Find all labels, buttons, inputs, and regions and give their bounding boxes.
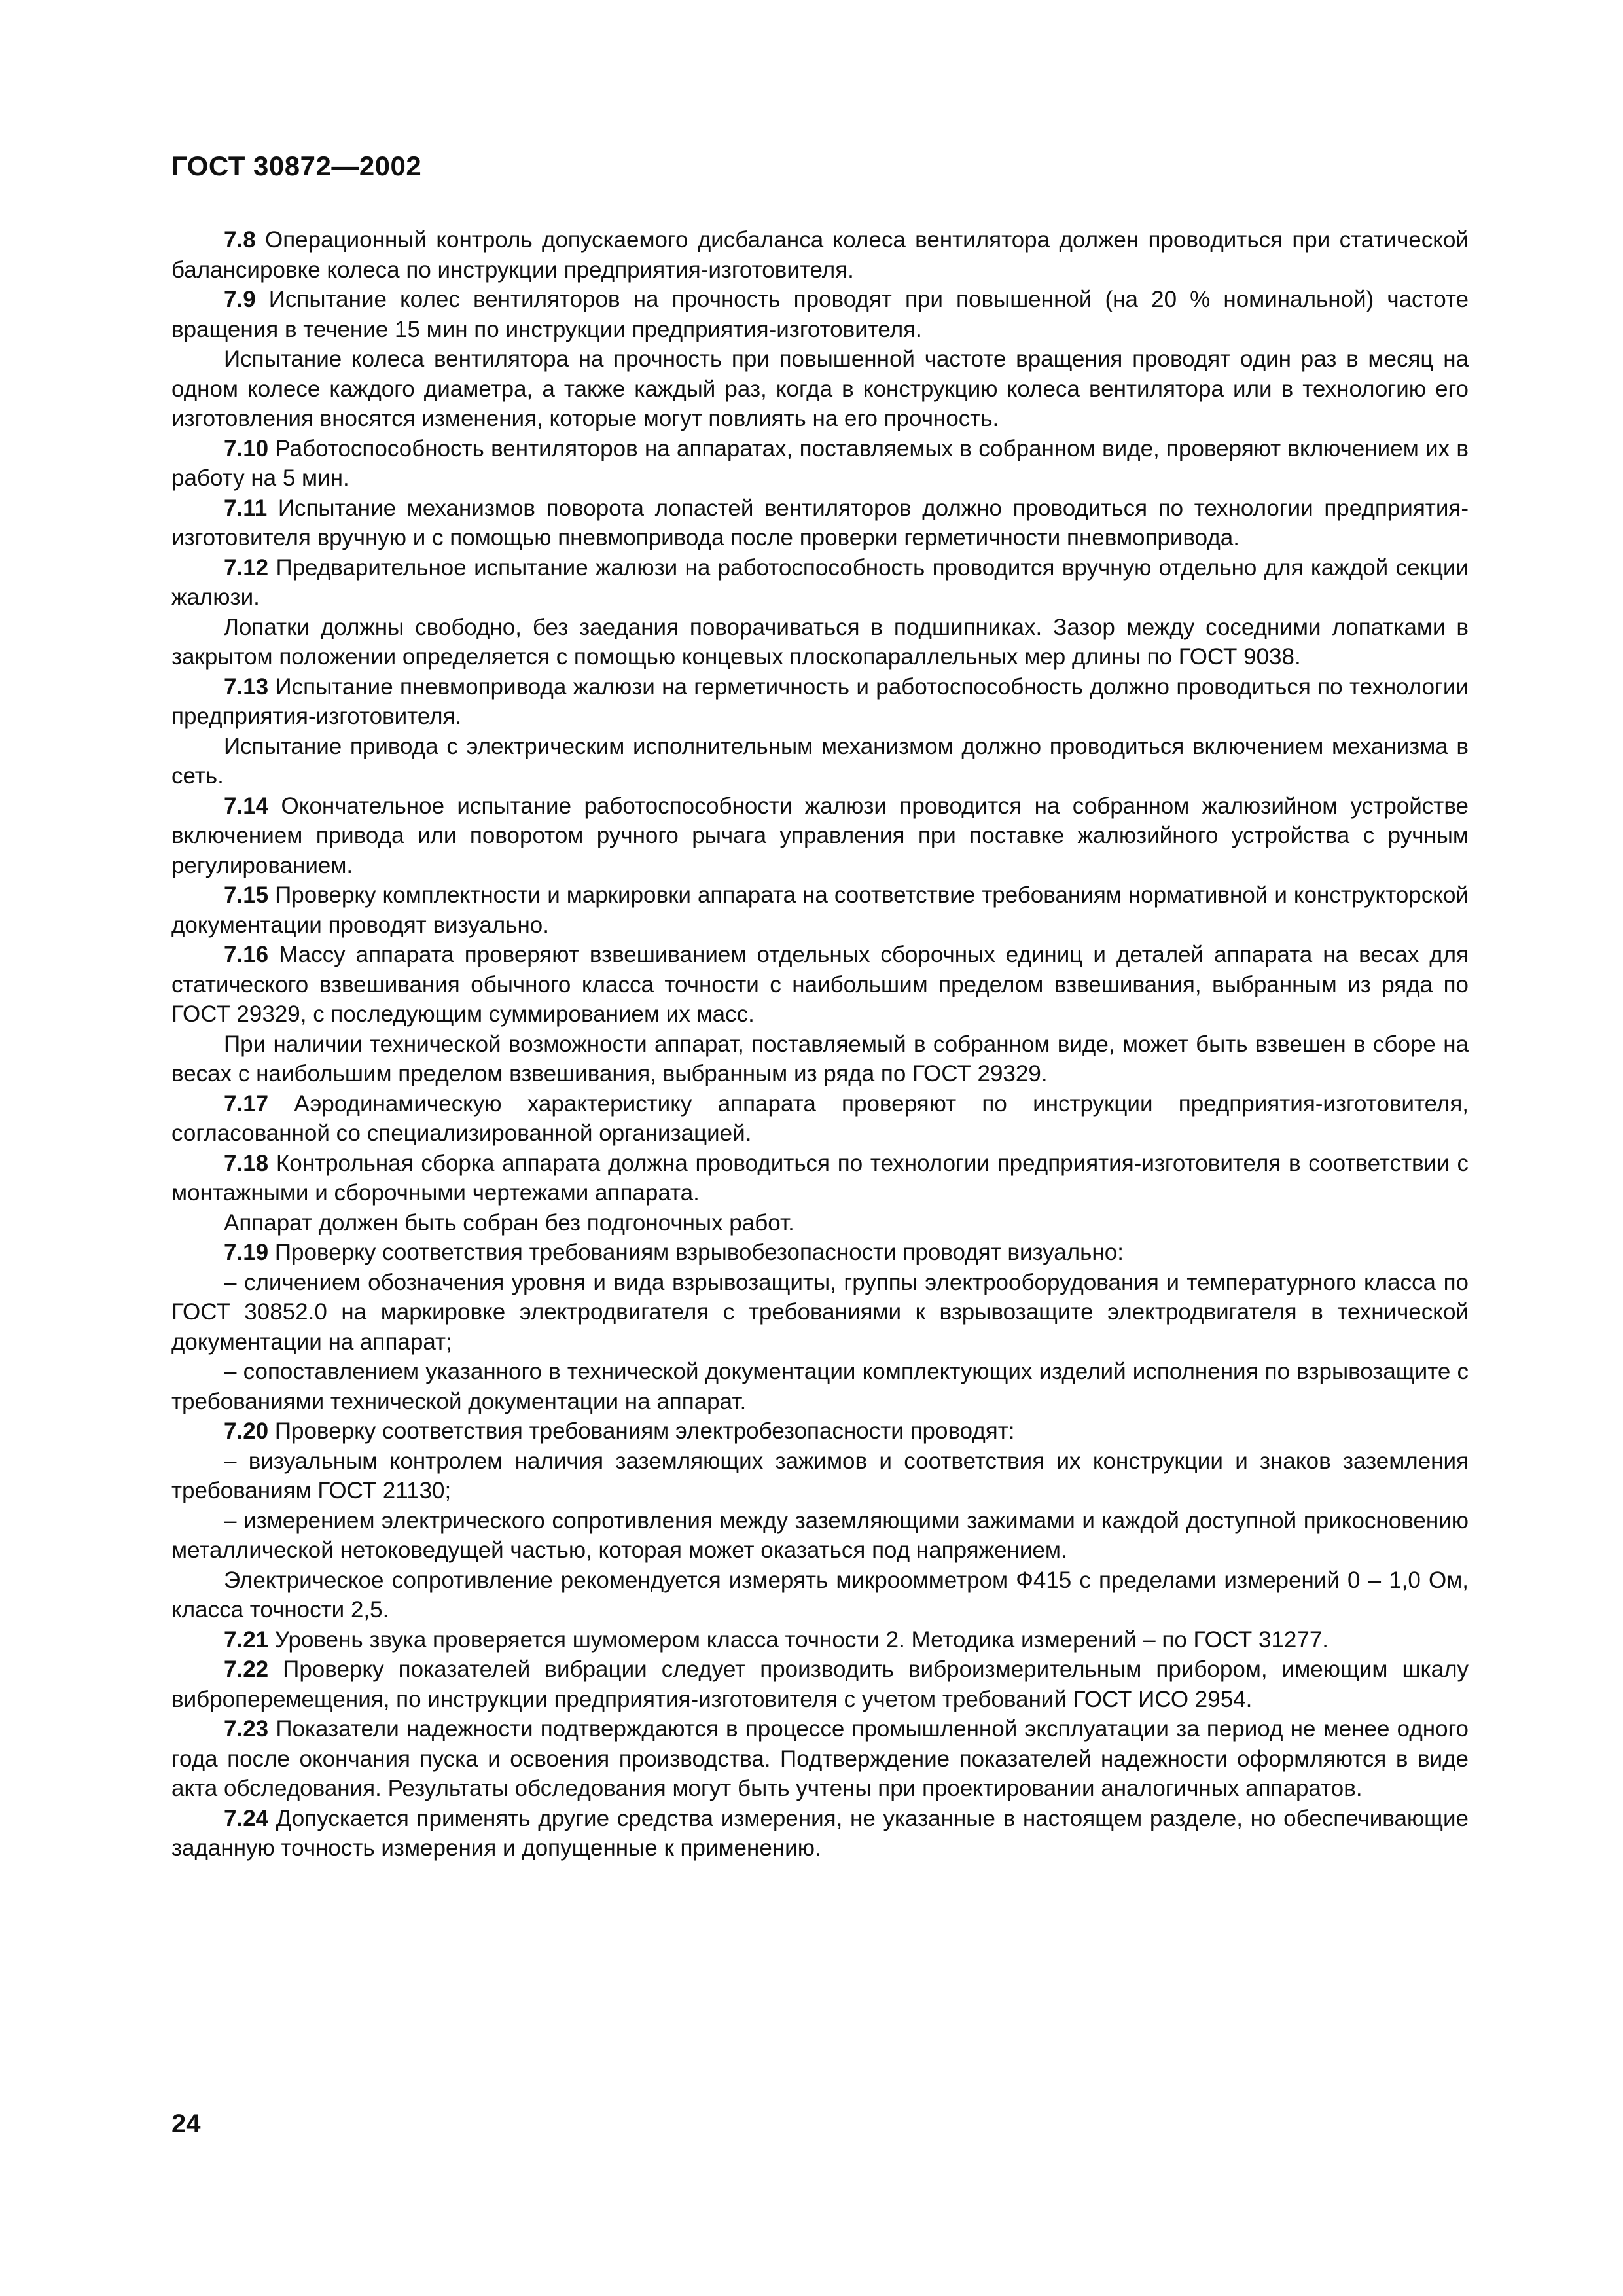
paragraph-7-8 xyxy=(171,225,1469,285)
list-item xyxy=(171,1357,1469,1416)
paragraph xyxy=(171,732,1469,791)
paragraph-text: – измерением электрического сопротивления между заземляющими зажимами и каждой доступной прикосновению металлической нетоковедущей частью, которая может оказаться под напряжением. xyxy=(171,1507,1469,1563)
clause-number: 7.11 xyxy=(224,495,268,521)
paragraph-7-12 xyxy=(171,553,1469,613)
document-body xyxy=(171,225,1469,1863)
paragraph-text: Предварительное испытание жалюзи на работоспособность проводится вручную отдельно для каждой секции жалюзи. xyxy=(171,554,1469,610)
paragraph-7-19 xyxy=(171,1238,1469,1268)
document-header: ГОСТ 30872—2002 xyxy=(171,151,422,181)
paragraph-7-15 xyxy=(171,880,1469,940)
paragraph-text: Электрическое сопротивление рекомендуется измерять микроомметром Ф415 с пределами измерений 0 – 1,0 Ом, класса точности 2,5. xyxy=(171,1567,1469,1623)
clause-number: 7.20 xyxy=(224,1418,269,1444)
clause-number: 7.23 xyxy=(224,1716,269,1742)
paragraph-text: Допускается применять другие средства измерения, не указанные в настоящем разделе, но обеспечивающие заданную точность измерения и допущенные к применению. xyxy=(171,1805,1469,1861)
paragraph xyxy=(171,1566,1469,1625)
paragraph xyxy=(171,344,1469,434)
clause-number: 7.8 xyxy=(224,227,256,253)
paragraph-text: Проверку показателей вибрации следует производить виброизмерительным прибором, имеющим шкалу виброперемещения, по инструкции предприятия-изготовителя с учетом требований ГОСТ ИСО 2954. xyxy=(171,1657,1469,1712)
list-item xyxy=(171,1268,1469,1357)
paragraph-text: – сопоставлением указанного в технической документации комплектующих изделий исполнения по взрывозащите с требованиями технической документации на аппарат. xyxy=(171,1359,1469,1414)
paragraph-7-14 xyxy=(171,791,1469,881)
clause-number: 7.21 xyxy=(224,1626,269,1653)
paragraph-text: Испытание привода с электрическим исполнительным механизмом должно проводиться включением механизма в сеть. xyxy=(171,733,1469,789)
clause-number: 7.14 xyxy=(224,793,269,819)
paragraph-7-22 xyxy=(171,1655,1469,1714)
clause-number: 7.15 xyxy=(224,882,269,908)
clause-number: 7.9 xyxy=(224,287,256,312)
paragraph-text: Массу аппарата проверяют взвешиванием отдельных сборочных единиц и деталей аппарата на весах для статического взвешивания обычного класса точности с наибольшим пределом взвешивания, выбранным из ряда по ГОСТ 29329, с последующим суммированием их масс. xyxy=(171,942,1469,1027)
clause-number: 7.12 xyxy=(224,554,269,581)
paragraph-7-18 xyxy=(171,1149,1469,1208)
page-number: 24 xyxy=(171,2109,201,2138)
paragraph-7-11 xyxy=(171,493,1469,553)
paragraph-7-13 xyxy=(171,672,1469,732)
paragraph-text: Испытание пневмопривода жалюзи на герметичность и работоспособность должно проводиться по технологии предприятия-изготовителя. xyxy=(171,673,1469,729)
clause-number: 7.18 xyxy=(224,1150,269,1176)
paragraph-text: Испытание колеса вентилятора на прочность при повышенной частоте вращения проводят один раз в месяц на одном колесе каждого диаметра, а также каждый раз, когда в конструкцию колеса вентилятора или в технологию его изготовления вносятся изменения, которые могут повлиять на его прочность. xyxy=(171,346,1469,431)
list-item xyxy=(171,1506,1469,1566)
paragraph-7-23 xyxy=(171,1714,1469,1804)
clause-number: 7.24 xyxy=(224,1805,269,1831)
paragraph-text: – сличением обозначения уровня и вида взрывозащиты, группы электрооборудования и температурного класса по ГОСТ 30852.0 на маркировке электродвигателя с требованиями к взрывозащите электродвигателя в технической документации на аппарат; xyxy=(171,1269,1469,1355)
list-item xyxy=(171,1446,1469,1506)
paragraph-7-20 xyxy=(171,1416,1469,1446)
paragraph-7-21 xyxy=(171,1625,1469,1655)
paragraph-7-24 xyxy=(171,1804,1469,1863)
paragraph-text: Проверку соответствия требованиям электробезопасности проводят: xyxy=(268,1418,1015,1444)
paragraph-text: Проверку комплектности и маркировки аппарата на соответствие требованиям нормативной и конструкторской документации проводят визуально. xyxy=(171,882,1469,938)
paragraph-text: – визуальным контролем наличия заземляющих зажимов и соответствия их конструкции и знаков заземления требованиям ГОСТ 21130; xyxy=(171,1448,1469,1503)
paragraph-text: При наличии технической возможности аппарат, поставляемый в собранном виде, может быть взвешен в сборе на весах с наибольшим пределом взвешивания, выбранным из ряда по ГОСТ 29329. xyxy=(171,1031,1469,1086)
paragraph-text: Аппарат должен быть собран без подгоночных работ. xyxy=(224,1210,794,1236)
clause-number: 7.17 xyxy=(224,1090,269,1117)
paragraph-text: Операционный контроль допускаемого дисбаланса колеса вентилятора должен проводиться при статической балансировке колеса по инструкции предприятия-изготовителя. xyxy=(171,227,1469,283)
paragraph-text: Испытание механизмов поворота лопастей вентиляторов должно проводиться по технологии предприятия-изготовителя вручную и с помощью пневмопривода после проверки герметичности пневмопривода. xyxy=(171,495,1469,550)
paragraph-text: Контрольная сборка аппарата должна проводиться по технологии предприятия-изготовителя в соответствии с монтажными и сборочными чертежами аппарата. xyxy=(171,1150,1469,1206)
paragraph-7-16 xyxy=(171,940,1469,1030)
paragraph-text: Уровень звука проверяется шумомером класса точности 2. Методика измерений – по ГОСТ 31277. xyxy=(268,1626,1329,1653)
clause-number: 7.16 xyxy=(224,942,269,967)
paragraph-text: Проверку соответствия требованиям взрывобезопасности проводят визуально: xyxy=(268,1240,1124,1265)
paragraph-text: Испытание колес вентиляторов на прочность проводят при повышенной (на 20 % номинальной) частоте вращения в течение 15 мин по инструкции предприятия-изготовителя. xyxy=(171,287,1469,342)
paragraph-7-17 xyxy=(171,1089,1469,1149)
paragraph-7-10 xyxy=(171,434,1469,493)
paragraph-text: Аэродинамическую характеристику аппарата проверяют по инструкции предприятия-изготовителя, согласованной со специализированной организацией. xyxy=(171,1090,1469,1146)
paragraph-text: Окончательное испытание работоспособности жалюзи проводится на собранном жалюзийном устройстве включением привода или поворотом ручного рычага управления при поставке жалюзийного устройства с ручным регулированием. xyxy=(171,793,1469,878)
paragraph-text: Лопатки должны свободно, без заедания поворачиваться в подшипниках. Зазор между соседними лопатками в закрытом положении определяется с помощью концевых плоскопараллельных мер длины по ГОСТ 9038. xyxy=(171,614,1469,670)
clause-number: 7.10 xyxy=(224,435,269,461)
clause-number: 7.19 xyxy=(224,1240,269,1265)
paragraph xyxy=(171,613,1469,672)
clause-number: 7.22 xyxy=(224,1657,269,1682)
paragraph-text: Работоспособность вентиляторов на аппаратах, поставляемых в собранном виде, проверяют включением их в работу на 5 мин. xyxy=(171,435,1469,491)
clause-number: 7.13 xyxy=(224,673,269,700)
paragraph xyxy=(171,1030,1469,1089)
paragraph-7-9 xyxy=(171,285,1469,344)
paragraph xyxy=(171,1208,1469,1238)
paragraph-text: Показатели надежности подтверждаются в процессе промышленной эксплуатации за период не менее одного года после окончания пуска и освоения производства. Подтверждение показателей надежности оформляются в виде акта обследования. Результаты обследования могут быть учтены при проектировании аналогичных аппаратов. xyxy=(171,1716,1469,1801)
